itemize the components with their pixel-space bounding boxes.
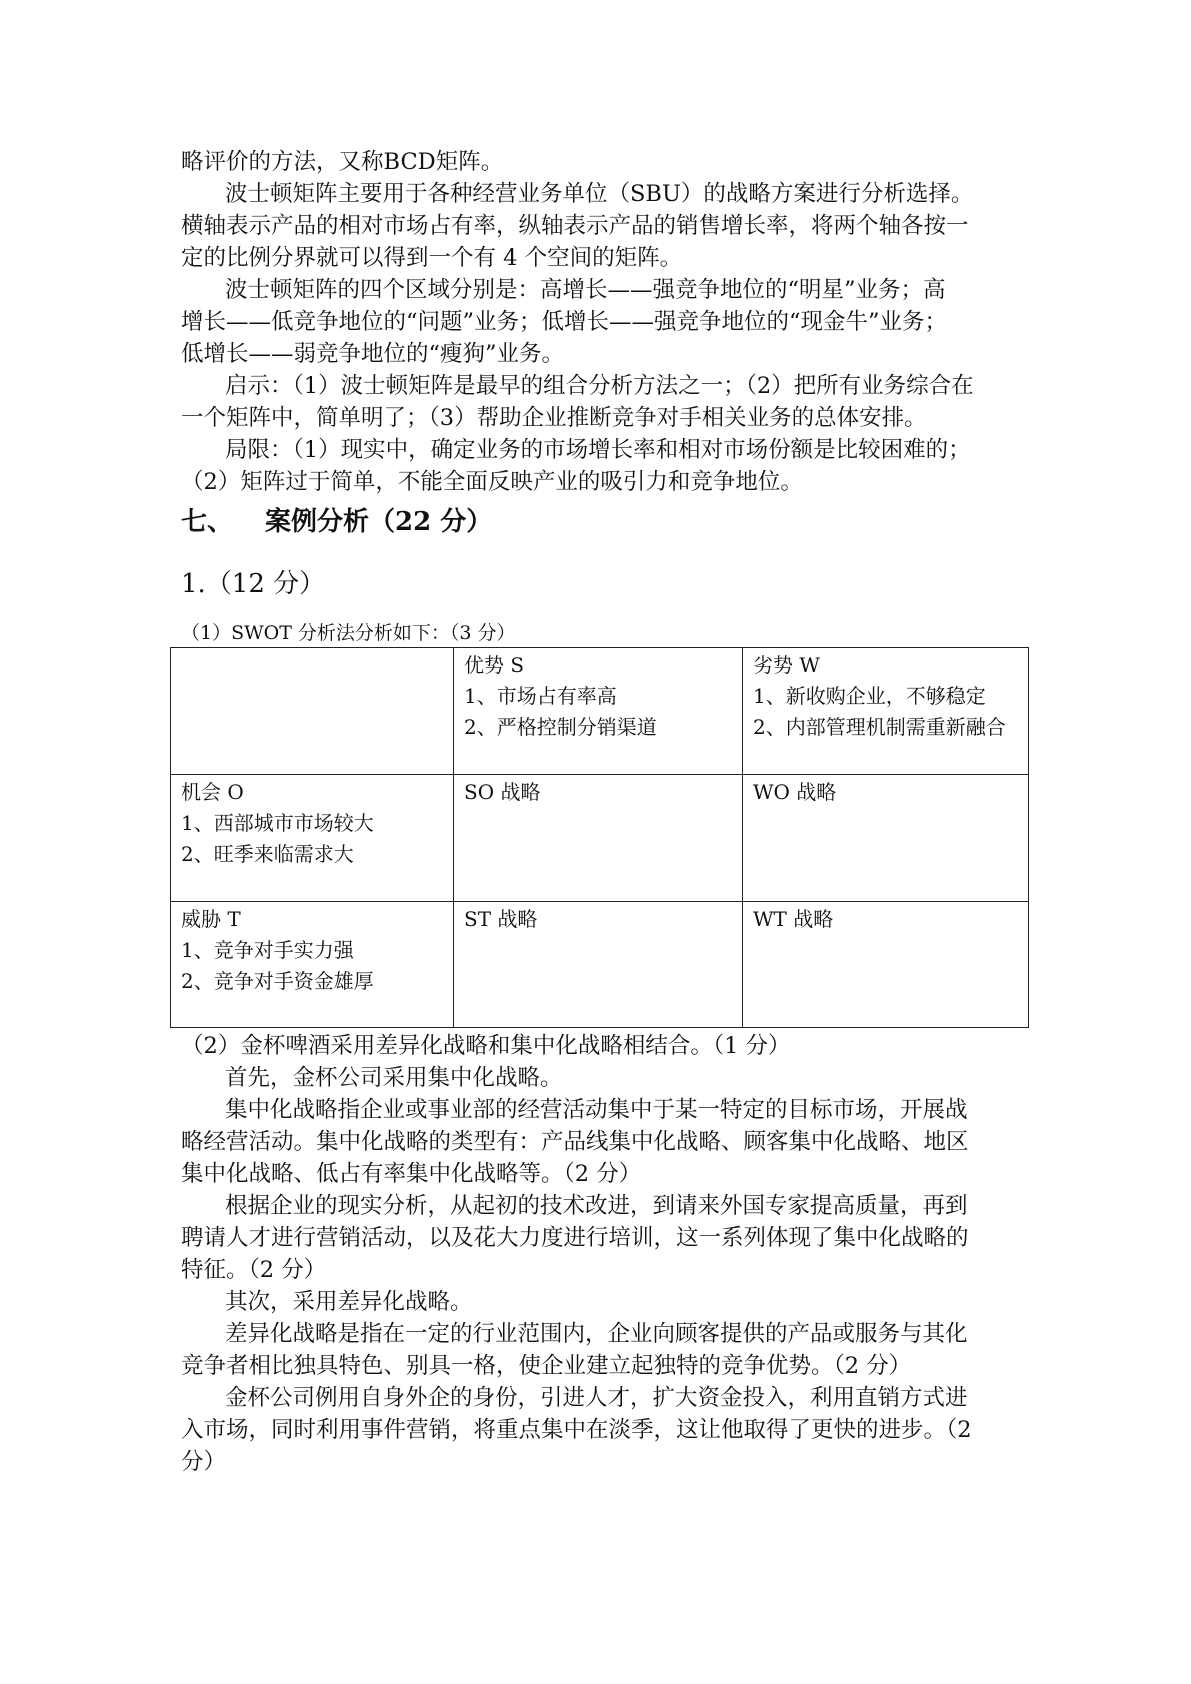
- strengths-title: 优势 S: [464, 653, 525, 677]
- answer-line: 金杯公司例用自身外企的身份，引进人才，扩大资金投入，利用直销方式进: [225, 1385, 968, 1411]
- strength-item: 2、严格控制分销渠道: [464, 715, 657, 739]
- paragraph-line: 定的比例分界就可以得到一个有 4 个空间的矩阵。: [181, 245, 683, 271]
- wo-strategy-label: WO 战略: [753, 780, 837, 804]
- question-heading: 1.（12 分）: [181, 569, 326, 599]
- answer-line: 差异化战略是指在一定的行业范围内，企业向顾客提供的产品或服务与其化: [225, 1321, 968, 1347]
- answer-line: 集中化战略指企业或事业部的经营活动集中于某一特定的目标市场，开展战: [225, 1097, 968, 1123]
- swot-weaknesses-cell: [743, 648, 1029, 775]
- opportunity-item: 2、旺季来临需求大: [181, 842, 354, 866]
- opportunities-title: 机会 O: [181, 780, 244, 804]
- answer-line: 略经营活动。集中化战略的类型有：产品线集中化战略、顾客集中化战略、地区: [181, 1129, 969, 1155]
- answer-line: 特征。（2 分）: [181, 1257, 327, 1283]
- swot-threats-row: [171, 902, 1029, 1028]
- answer-line: 竞争者相比独具特色、别具一格，使企业建立起独特的竞争优势。（2 分）: [181, 1353, 912, 1379]
- swot-st-cell: [454, 902, 743, 1028]
- swot-caption: （1）SWOT 分析法分析如下：（3 分）: [181, 622, 516, 644]
- swot-strengths-cell: [454, 648, 743, 775]
- swot-header-row: [171, 648, 1029, 775]
- opportunity-item: 1、西部城市市场较大: [181, 811, 374, 835]
- weakness-item: 2、内部管理机制需重新融合: [753, 715, 1006, 739]
- paragraph-line: 横轴表示产品的相对市场占有率，纵轴表示产品的销售增长率，将两个轴各按一: [181, 213, 969, 239]
- threat-item: 2、竞争对手资金雄厚: [181, 969, 374, 993]
- swot-wt-cell: [743, 902, 1029, 1028]
- threat-item: 1、竞争对手实力强: [181, 938, 354, 962]
- answer-line: 入市场，同时利用事件营销，将重点集中在淡季，这让他取得了更快的进步。（2: [181, 1417, 972, 1443]
- so-strategy-label: SO 战略: [464, 780, 541, 804]
- answer-line: （2）金杯啤酒采用差异化战略和集中化战略相结合。（1 分）: [181, 1033, 791, 1059]
- swot-opportunities-cell: [171, 775, 454, 902]
- answer-line: 分）: [181, 1449, 227, 1475]
- threats-title: 威胁 T: [181, 907, 241, 931]
- paragraph-line: 波士顿矩阵主要用于各种经营业务单位（SBU）的战略方案进行分析选择。: [225, 181, 974, 207]
- paragraph-line: 略评价的方法，又称BCD矩阵。: [181, 149, 504, 175]
- paragraph-line: 波士顿矩阵的四个区域分别是：高增长——强竞争地位的“明星”业务；高: [225, 277, 946, 303]
- swot-empty-cell: [171, 648, 454, 775]
- weakness-item: 1、新收购企业，不够稳定: [753, 684, 986, 708]
- weaknesses-title: 劣势 W: [753, 653, 820, 677]
- swot-wo-cell: [743, 775, 1029, 902]
- swot-threats-cell: [171, 902, 454, 1028]
- swot-table: [170, 647, 1029, 1028]
- paragraph-line: 低增长——弱竞争地位的“瘦狗”业务。: [181, 341, 565, 367]
- swot-opportunities-row: [171, 775, 1029, 902]
- paragraph-line: 增长——低竞争地位的“问题”业务；低增长——强竞争地位的“现金牛”业务；: [181, 309, 948, 335]
- section-number: 七、: [181, 507, 234, 537]
- answer-line: 聘请人才进行营销活动，以及花大力度进行培训，这一系列体现了集中化战略的: [181, 1225, 969, 1251]
- paragraph-line: （2）矩阵过于简单，不能全面反映产业的吸引力和竞争地位。: [181, 469, 803, 495]
- answer-line: 首先，金杯公司采用集中化战略。: [225, 1065, 563, 1091]
- answer-line: 根据企业的现实分析，从起初的技术改进，到请来外国专家提高质量，再到: [225, 1193, 968, 1219]
- wt-strategy-label: WT 战略: [753, 907, 834, 931]
- paragraph-line: 局限：（1）现实中，确定业务的市场增长率和相对市场份额是比较困难的；: [225, 437, 971, 463]
- strength-item: 1、市场占有率高: [464, 684, 617, 708]
- section-heading: [181, 504, 492, 540]
- swot-so-cell: [454, 775, 743, 902]
- paragraph-line: 启示：（1）波士顿矩阵是最早的组合分析方法之一；（2）把所有业务综合在: [225, 373, 974, 399]
- answer-line: 集中化战略、低占有率集中化战略等。（2 分）: [181, 1161, 642, 1187]
- section-title: 案例分析（22 分）: [265, 507, 493, 537]
- st-strategy-label: ST 战略: [464, 907, 538, 931]
- answer-line: 其次，采用差异化战略。: [225, 1289, 473, 1315]
- paragraph-line: 一个矩阵中，简单明了；（3）帮助企业推断竞争对手相关业务的总体安排。: [181, 405, 927, 431]
